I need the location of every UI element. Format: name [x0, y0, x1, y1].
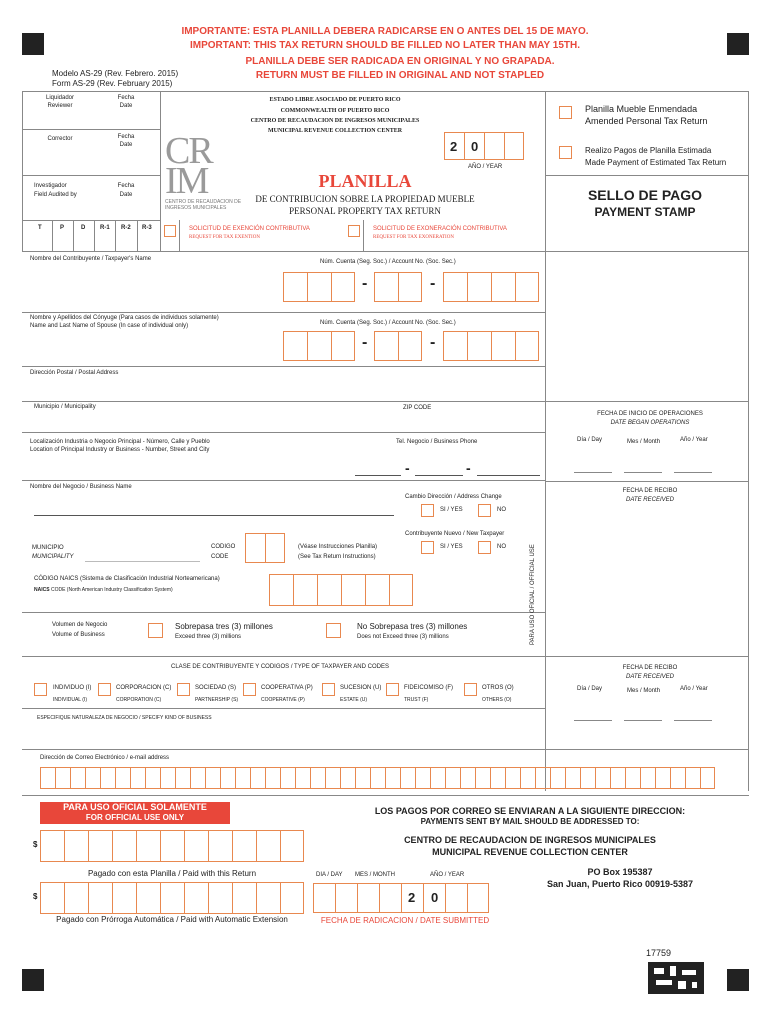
code-r3: R-3 [142, 225, 152, 231]
form-number: 17759 [646, 948, 672, 958]
logo-caption-2: INGRESOS MUNICIPALES [165, 205, 227, 211]
account-number-boxes-2[interactable] [374, 272, 422, 302]
rule [22, 612, 545, 613]
fecha-label: Fecha [117, 183, 135, 189]
centro-label: CENTRO DE RECAUDACION DE INGRESOS MUNICIPALES [250, 118, 420, 124]
type-individual-checkbox[interactable] [34, 683, 47, 696]
rule [22, 220, 160, 221]
type-trust-checkbox[interactable] [386, 683, 399, 696]
location-label-es: Localización Industria o Negocio Principal - Número, Calle y Pueblo [30, 439, 210, 445]
spouse-label-en: Name and Last Name of Spouse (In case of individual only) [30, 323, 189, 329]
new-taxpayer-yes-checkbox[interactable] [421, 541, 434, 554]
official-use-en: FOR OFFICIAL USE ONLY [85, 813, 185, 822]
no-label: NO [497, 544, 506, 550]
exoneracion-en: REQUEST FOR TAX EXONERATION [373, 235, 454, 240]
year-digit: 0 [471, 139, 479, 154]
rule [22, 129, 160, 130]
spouse-label-es: Nombre y Apellidos del Cónyuge (Para casos de individuos solamente) [30, 315, 219, 321]
rule [22, 312, 545, 313]
amount-extension-boxes[interactable] [40, 882, 304, 914]
date-label: Date [119, 192, 133, 198]
notice-line-1: IMPORTANTE: ESTA PLANILLA DEBERA RADICARSE EN O ANTES DEL 15 DE MAYO. [181, 26, 589, 37]
type-others-es: OTROS (O) [482, 685, 514, 691]
not-exceed-en: Does not Exceed three (3) millions [357, 634, 449, 640]
liquidador-label: Liquidador [45, 95, 75, 101]
rule [179, 220, 180, 251]
exencion-checkbox[interactable] [164, 225, 176, 237]
date-label: Date [119, 142, 133, 148]
type-individual-en: INDIVIDUAL (I) [53, 697, 87, 703]
po-box: PO Box 195387 [587, 867, 653, 877]
received-es: FECHA DE RECIBO [622, 488, 678, 494]
spouse-account-label: Núm. Cuenta (Seg. Soc.) / Account No. (Soc. Sec.) [320, 320, 456, 326]
dollar-sign: $ [33, 840, 38, 849]
type-estate-en: ESTATE (U) [340, 697, 368, 703]
rule [22, 795, 749, 796]
year-label-short: Año / Year [680, 437, 708, 443]
type-cooperative-es: COOPERATIVA (P) [261, 685, 313, 691]
type-corporation-en: CORPORATION (C) [116, 697, 162, 703]
yes-label: SI / YES [440, 544, 463, 550]
rule [22, 366, 545, 367]
account-number-boxes-3[interactable] [443, 272, 539, 302]
account-label: Núm. Cuenta (Seg. Soc.) / Account No. (Soc. Sec.) [320, 259, 456, 265]
code-d: D [81, 225, 86, 231]
postal-address-label: Dirección Postal / Postal Address [30, 370, 119, 376]
codigo-label: CODIGO [211, 544, 236, 550]
exoneracion-checkbox[interactable] [348, 225, 360, 237]
rule [137, 220, 138, 251]
no-label: NO [497, 507, 506, 513]
day-line[interactable] [574, 472, 612, 473]
naics-code-boxes[interactable] [269, 574, 413, 606]
mrcc-label: MUNICIPAL REVENUE COLLECTION CENTER [267, 128, 403, 134]
stamp-es: SELLO DE PAGO [587, 187, 703, 203]
year-label: AÑO / YEAR [468, 164, 503, 170]
municipio-label: MUNICIPIO [32, 545, 64, 551]
crim-logo [165, 130, 237, 202]
phone-prefix-line [415, 475, 463, 476]
type-corporation-es: CORPORACION (C) [116, 685, 172, 691]
naics-en-text: CODE (North American Industry Classification System) [49, 587, 173, 593]
exencion-es: SOLICITUD DE EXENCIÓN CONTRIBUTIVA [189, 226, 310, 232]
code-r1: R-1 [100, 225, 110, 231]
rule [22, 251, 749, 252]
volume-label-en: Volume of Business [52, 632, 105, 638]
form-model-en: Form AS-29 (Rev. February 2015) [52, 79, 173, 88]
rule [22, 91, 749, 92]
form-subtitle-es: DE CONTRIBUCION SOBRE LA PROPIEDAD MUEBLE [255, 194, 475, 204]
rule [73, 220, 74, 251]
notice-line-3: PLANILLA DEBE SER RADICADA EN ORIGINAL Y NO GRAPADA. [245, 56, 555, 67]
rule [22, 401, 749, 402]
type-trust-es: FIDEICOMISO (F) [404, 685, 453, 691]
date-day-label: DIA / DAY [316, 872, 343, 878]
code-p: P [60, 225, 65, 231]
registration-mark-bottom-left [22, 969, 44, 991]
amended-checkbox[interactable] [559, 106, 572, 119]
month-label: Mes / Month [627, 439, 661, 445]
taxpayer-name-label: Nombre del Contribuyente / Taxpayer's Name [30, 256, 152, 262]
registration-mark-top-left [22, 33, 44, 55]
rule [363, 220, 364, 251]
type-estate-es: SUCESION (U) [340, 685, 382, 691]
taxpayer-class-label: CLASE DE CONTRIBUYENTE Y CODIGOS / TYPE OF TAXPAYER AND CODES [171, 664, 389, 670]
type-partnership-en: PARTNERSHIP (S) [195, 697, 239, 703]
paid-with-return-label: Pagado con esta Planilla / Paid with this Return [87, 869, 257, 878]
type-corporation-checkbox[interactable] [98, 683, 111, 696]
rule [94, 220, 95, 251]
fecha-label: Fecha [117, 134, 135, 140]
logo-text-top: CR [165, 130, 212, 172]
nature-of-business-label: ESPECIFIQUE NATURALEZA DE NEGOCIO / SPECIFY KIND OF BUSINESS [37, 715, 212, 721]
form-model-es: Modelo AS-29 (Rev. Febrero. 2015) [52, 69, 179, 78]
registration-mark-bottom-right [727, 969, 749, 991]
rule [22, 91, 23, 251]
official-use-vertical: PARA USO OFICIAL / OFFICIAL USE [530, 544, 536, 645]
naics-bold: NAICS [34, 587, 50, 593]
municipality-italic-label: MUNICIPALITY [32, 554, 74, 560]
yes-label: SI / YES [440, 507, 463, 513]
type-trust-en: TRUST (F) [404, 697, 429, 703]
rule [22, 175, 160, 176]
rule [748, 91, 749, 791]
month-label-2: Mes / Month [627, 688, 661, 694]
type-others-en: OTHERS (O) [482, 697, 512, 703]
amended-es: Planilla Mueble Enmendada [585, 104, 698, 114]
submitted-year-prefix: 2 [408, 890, 416, 905]
estado-label: ESTADO LIBRE ASOCIADO DE PUERTO RICO [269, 97, 401, 103]
naics-label-en [34, 587, 173, 593]
business-name-line[interactable] [34, 515, 394, 516]
rule [22, 432, 545, 433]
submitted-year-digit: 0 [431, 890, 439, 905]
day-label-2: Día / Day [577, 686, 603, 692]
received-es-2: FECHA DE RECIBO [622, 665, 678, 671]
received-en: DATE RECEIVED [626, 497, 674, 503]
municipality-code-boxes[interactable] [245, 533, 285, 563]
email-label: Dirección de Correo Electrónico / e-mail address [40, 755, 170, 761]
tel-label: Tel. Negocio / Business Phone [396, 439, 478, 445]
official-use-banner [40, 802, 230, 824]
year-label-short-2: Año / Year [680, 686, 708, 692]
received-en-2: DATE RECEIVED [626, 674, 674, 680]
new-taxpayer-no-checkbox[interactable] [478, 541, 491, 554]
change-address-no-checkbox[interactable] [478, 504, 491, 517]
not-exceed-checkbox[interactable] [326, 623, 341, 638]
see-instructions-en: (See Tax Return Instructions) [298, 554, 376, 560]
estimated-en: Made Payment of Estimated Tax Return [585, 158, 727, 167]
dollar-sign: $ [33, 892, 38, 901]
month-line-2[interactable] [624, 720, 662, 721]
year-line[interactable] [674, 472, 712, 473]
code-t: T [38, 225, 42, 231]
estimated-checkbox[interactable] [559, 146, 572, 159]
exceed-en: Exceed three (3) millions [175, 634, 242, 640]
change-address-yes-checkbox[interactable] [421, 504, 434, 517]
date-label: Date [119, 103, 133, 109]
rule [22, 480, 545, 481]
rule [22, 749, 749, 750]
mail-instruction-es: LOS PAGOS POR CORREO SE ENVIARAN A LA SIGUIENTE DIRECCION: [374, 806, 686, 816]
day-line-2[interactable] [574, 720, 612, 721]
commonwealth-label: COMMONWEALTH OF PUERTO RICO [280, 108, 390, 114]
zip-label: ZIP CODE [403, 405, 432, 411]
account-number-boxes-1[interactable] [283, 272, 355, 302]
dash: - [405, 460, 410, 476]
dash: - [362, 334, 368, 351]
new-taxpayer-label: Contribuyente Nuevo / New Taxpayer [405, 531, 505, 537]
year-line-2[interactable] [674, 720, 712, 721]
mail-mrcc: MUNICIPAL REVENUE COLLECTION CENTER [432, 847, 628, 857]
amended-en: Amended Personal Tax Return [585, 116, 708, 126]
estimated-es: Realizo Pagos de Planilla Estimada [585, 146, 712, 155]
exceed-es: Sobrepasa tres (3) millones [175, 622, 273, 631]
notice-line-4: RETURN MUST BE FILLED IN ORIGINAL AND NOT STAPLED [255, 70, 545, 81]
naics-label-es: CÓDIGO NAICS (Sistema de Clasificación Industrial Norteamericana) [34, 576, 220, 582]
code-r2: R-2 [121, 225, 131, 231]
year-prefix: 2 [450, 139, 458, 154]
submitted-date-boxes[interactable] [313, 883, 489, 913]
begin-ops-en: DATE BEGAN OPERATIONS [610, 420, 690, 426]
logo-caption-1: CENTRO DE RECAUDACION DE [165, 199, 242, 205]
date-submitted-label: FECHA DE RADICACION / DATE SUBMITTED [320, 916, 490, 925]
logo-text-bottom: IM [165, 160, 208, 202]
rule [545, 481, 749, 482]
spouse-account-boxes-1[interactable] [283, 331, 355, 361]
phone-area-line [355, 475, 401, 476]
paid-with-extension-label: Pagado con Prórroga Automática / Paid with Automatic Extension [56, 915, 288, 924]
mail-centro: CENTRO DE RECAUDACION DE INGRESOS MUNICIPALES [404, 835, 656, 845]
type-individual-es: INDIVIDUO (I) [53, 685, 92, 691]
barcode [648, 962, 704, 994]
reviewer-label: Reviewer [47, 103, 73, 109]
code-label: CODE [211, 554, 229, 560]
exceed-checkbox[interactable] [148, 623, 163, 638]
municipality-label: Municipio / Municipality [34, 404, 96, 410]
spouse-account-boxes-2[interactable] [374, 331, 422, 361]
volume-label-es: Volumen de Negocio [52, 622, 108, 628]
amount-paid-boxes[interactable] [40, 830, 304, 862]
type-estate-checkbox[interactable] [322, 683, 335, 696]
rule [545, 91, 546, 791]
date-month-label: MES / MONTH [355, 872, 395, 878]
form-title: PLANILLA [318, 171, 412, 191]
dash: - [430, 334, 436, 351]
stamp-en: PAYMENT STAMP [594, 205, 696, 219]
exoneracion-es: SOLICITUD DE EXONERACIÓN CONTRIBUTIVA [373, 226, 507, 232]
fecha-label: Fecha [117, 95, 135, 101]
type-cooperative-en: COOPERATIVE (P) [261, 697, 305, 703]
type-cooperative-checkbox[interactable] [243, 683, 256, 696]
form-subtitle-en: PERSONAL PROPERTY TAX RETURN [289, 206, 441, 216]
notice-line-2: IMPORTANT: THIS TAX RETURN SHOULD BE FILLED NO LATER THAN MAY 15TH. [189, 40, 580, 51]
see-instructions-es: (Véase Instrucciones Planilla) [298, 544, 378, 550]
municipality-line[interactable] [85, 561, 200, 562]
date-year-label: AÑO / YEAR [430, 872, 465, 878]
rule [160, 91, 161, 251]
rule [115, 220, 116, 251]
begin-ops-es: FECHA DE INICIO DE OPERACIONES [597, 411, 703, 417]
spouse-account-boxes-3[interactable] [443, 331, 539, 361]
rule [22, 708, 545, 709]
type-others-checkbox[interactable] [464, 683, 477, 696]
phone-number-line [477, 475, 540, 476]
not-exceed-es: No Sobrepasa tres (3) millones [357, 622, 468, 631]
business-name-label: Nombre del Negocio / Business Name [30, 484, 132, 490]
dash: - [430, 275, 436, 292]
dash: - [362, 275, 368, 292]
corrector-label: Corrector [47, 136, 73, 142]
email-boxes[interactable] [40, 767, 715, 789]
city: San Juan, Puerto Rico 00919-5387 [546, 879, 694, 889]
official-use-es: PARA USO OFICIAL SOLAMENTE [63, 802, 207, 812]
day-label: Día / Day [577, 437, 603, 443]
investigador-label: Investigador [34, 183, 67, 189]
field-audited-label: Field Audited by [34, 192, 77, 198]
month-line[interactable] [624, 472, 662, 473]
location-label-en: Location of Principal Industry or Business - Number, Street and City [30, 447, 210, 453]
type-partnership-checkbox[interactable] [177, 683, 190, 696]
registration-mark-top-right [727, 33, 749, 55]
mail-instruction-en: PAYMENTS SENT BY MAIL SHOULD BE ADDRESSED TO: [420, 817, 640, 826]
exencion-en: REQUEST FOR TAX EXENTION [189, 235, 260, 240]
rule [545, 175, 749, 176]
rule [22, 656, 749, 657]
change-address-label: Cambio Dirección / Address Change [405, 494, 502, 500]
dash: - [466, 460, 471, 476]
rule [52, 220, 53, 251]
type-partnership-es: SOCIEDAD (S) [195, 685, 237, 691]
